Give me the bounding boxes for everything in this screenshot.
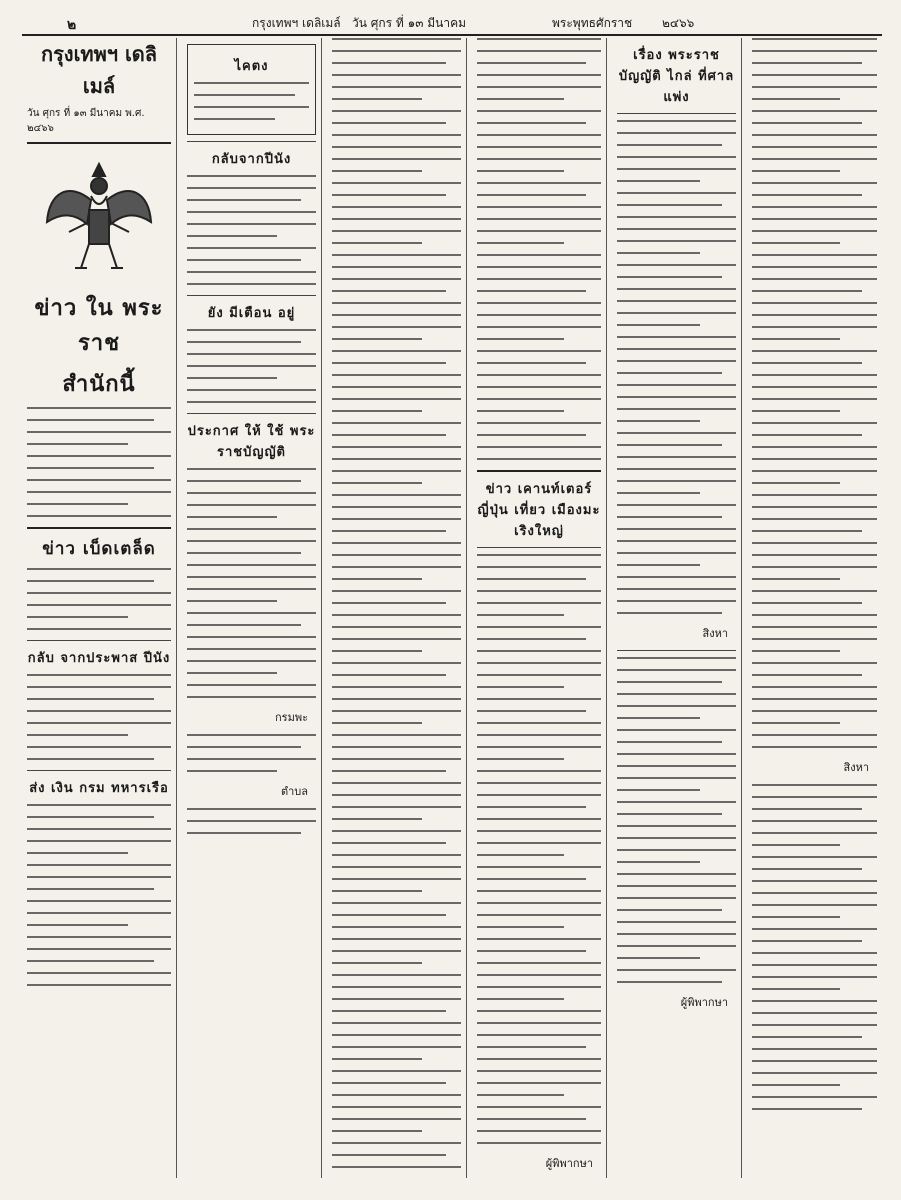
column-1: [22, 38, 177, 1178]
headline-japanese-count-visit: ข่าว เคานท์เตอร์ญี่ปุ่น เที่ยว เมืองมะเริงใหญ่: [477, 482, 601, 539]
signature-judge: ผู้พิพากษา: [545, 1157, 593, 1170]
column-2: [182, 38, 322, 1178]
headline-return-penang: กลับ จากประพาส ปีนัง: [27, 651, 171, 666]
signature-singha: สิงหา: [702, 627, 728, 640]
headline-return-from-penang: กลับจากปีนัง: [211, 152, 292, 167]
signature-2: ตำบล: [280, 785, 308, 798]
header-paper-name: กรุงเทพฯ เดลิเมล์: [252, 16, 341, 30]
headline-royal-court-news-2: สำนักนี้: [62, 372, 136, 397]
column-5: [612, 38, 742, 1178]
headline-miscellaneous: ข่าว เบ็ดเตล็ด: [42, 539, 156, 559]
editorial-box: [187, 44, 316, 135]
page-header: [22, 8, 882, 36]
newspaper-page: [22, 8, 892, 1188]
header-year: ๒๔๖๖: [662, 16, 695, 30]
column-4: [472, 38, 607, 1178]
headline-still-warning: ยัง มีเตือน อยู่: [207, 306, 296, 321]
masthead-title: กรุงเทพฯ เดลิเมล์: [40, 42, 158, 98]
signature-judge-2: ผู้พิพากษา: [680, 996, 728, 1009]
headline-decree-announcement: ประกาศ ให้ ใช้ พระราชบัญญัติ: [187, 424, 316, 460]
signature-1: กรมพะ: [275, 711, 308, 724]
garuda-emblem-icon: [39, 152, 159, 282]
headline-civil-court-decree: เรื่อง พระราชบัญญัติ ไกล่ ที่ศาลแพ่ง: [618, 48, 735, 105]
masthead-dateline: วัน ศุกร ที่ ๑๓ มีนาคม พ.ศ. ๒๔๖๖: [27, 108, 145, 134]
headline-navy-funds: ส่ง เงิน กรม ทหารเรือ: [29, 781, 169, 796]
editorial-box-title: ไคตง: [234, 59, 269, 74]
column-3: [327, 38, 467, 1178]
headline-royal-court-news-1: ข่าว ใน พระราช: [34, 296, 164, 356]
signature-singha-2: สิงหา: [843, 761, 869, 774]
page-number: ๒: [67, 17, 77, 33]
column-6: [747, 38, 882, 1178]
header-era: พระพุทธศักราช: [552, 16, 633, 30]
header-date: วัน ศุกร ที่ ๑๓ มีนาคม: [352, 16, 467, 30]
